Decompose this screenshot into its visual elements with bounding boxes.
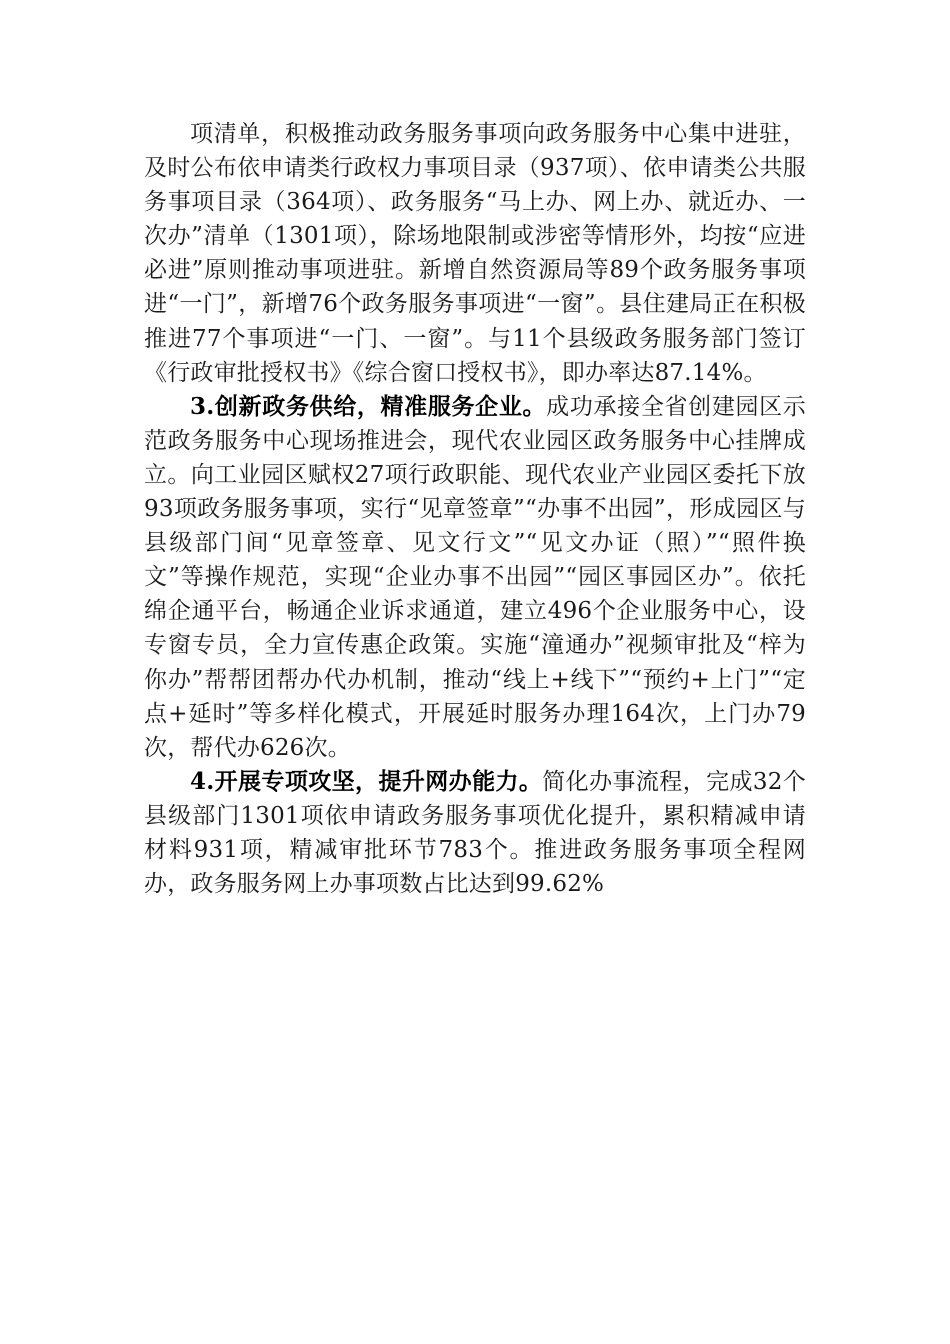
paragraph-text: 项清单，积极推动政务服务事项向政务服务中心集中进驻，及时公布依申请类行政权力事项目录（937项）、依申请类公共服务事项目录（364项）、政务服务“马上办、网上办、就近办、一次办”清单（1301项），除场地限制或涉密等情形外，均按“应进必进”原则推动事项进驻。新增自然资源局等89个政务服务事项进“一门”，新增76个政务服务事项进“一窗”。县住建局正在积极推进77个事项进“一门、一窗”。与11个县级政务服务部门签订《行政审批授权书》《综合窗口授权书》，即办率达87.14%。	[144, 121, 806, 386]
document-body	[144, 117, 806, 901]
paragraph-text: 成功承接全省创建园区示范政务服务中心现场推进会，现代农业园区政务服务中心挂牌成立。向工业园区赋权27项行政职能、现代农业产业园区委托下放93项政务服务事项，实行“见章签章”“办事不出园”，形成园区与县级部门间“见章签章、见文行文”“见文办证（照）”“照件换文”等操作规范，实现“企业办事不出园”“园区事园区办”。依托绵企通平台，畅通企业诉求通道，建立496个企业服务中心，设专窗专员，全力宣传惠企政策。实施“潼通办”视频审批及“梓为你办”帮帮团帮办代办机制，推动“线上+线下”“预约+上门”“定点+延时”等多样化模式，开展延时服务办理164次，上门办79次，帮代办626次。	[144, 393, 807, 761]
paragraph-heading: 3.创新政务供给，精准服务企业。	[190, 392, 547, 420]
paragraph-text: 简化办事流程，完成32个县级部门1301项依申请政务服务事项优化提升，累积精减申请材料931项，精减审批环节783个。推进政务服务事项全程网办，政务服务网上办事项数占比达到99.62%	[144, 768, 806, 898]
paragraph-4	[144, 765, 806, 901]
paragraph-intro	[144, 117, 806, 390]
paragraph-3	[144, 390, 806, 765]
paragraph-heading: 4.开展专项攻坚，提升网办能力。	[190, 767, 543, 795]
